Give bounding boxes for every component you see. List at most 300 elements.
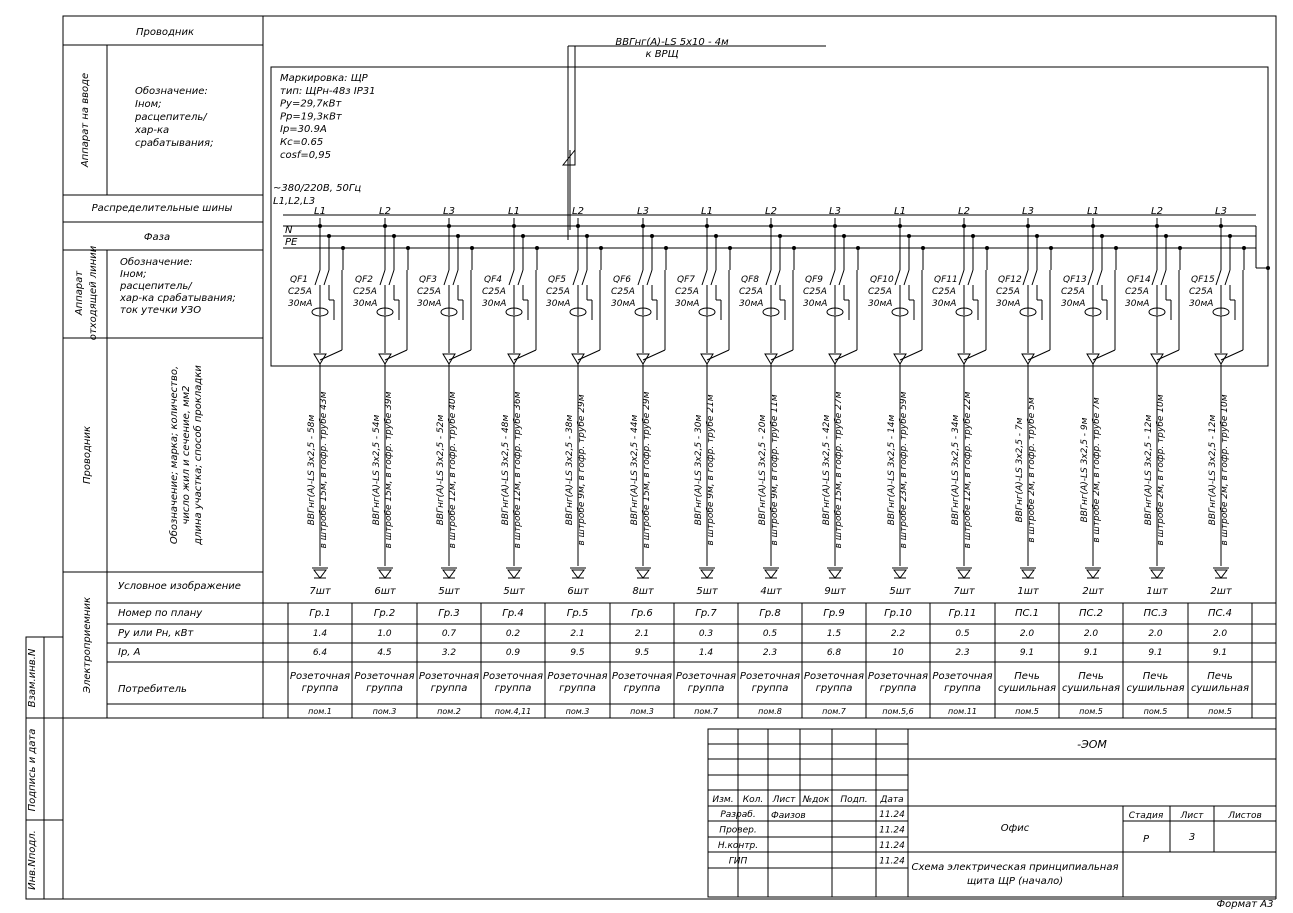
- cable-spec-label: ВВГнг(А)-LS 3х2,5 - 9м: [1080, 417, 1090, 523]
- cable-route-label: в штробе 9м, в гофр. трубе 21м: [706, 394, 716, 546]
- panel-spec-line: Маркировка: ЩР: [280, 73, 368, 84]
- cable-route-label: в штробе 9м, в гофр. трубе 11м: [770, 394, 780, 546]
- ru-label: Ру или Рн, кВт: [118, 628, 194, 639]
- cable-route-label: в штробе 15м, в гофр. трубе 29м: [642, 391, 652, 549]
- consumer-name: Розеточная: [675, 671, 737, 682]
- uslovnoe-label: Условное изображение: [118, 581, 241, 592]
- apparat-vvod-desc: срабатывания;: [135, 138, 214, 149]
- cable-spec-label: ВВГнг(А)-LS 3х2,5 - 30м: [694, 414, 704, 526]
- terminal-arrow: [314, 354, 326, 364]
- breaker-rating-label: C25A: [803, 287, 827, 297]
- phase-label: L3: [443, 206, 455, 217]
- consumer-name: группа: [366, 683, 403, 694]
- terminal-arrow: [958, 354, 970, 364]
- breaker-qf-label: QF15: [1191, 275, 1215, 285]
- breaker-rating-label: C25A: [482, 287, 506, 297]
- current-value: 10: [892, 648, 904, 658]
- bus-connect-dot: [769, 224, 773, 228]
- breaker-contact: [959, 270, 964, 285]
- breaker-rating-label: C25A: [868, 287, 892, 297]
- apparat-vvod-label: Аппарат на вводе: [80, 72, 91, 168]
- power-value: 2.1: [634, 629, 650, 639]
- power-value: 1.4: [312, 629, 328, 639]
- terminal-arrow: [443, 354, 455, 364]
- phase-label: L1: [701, 206, 713, 217]
- apparat-vvod-desc: Iном;: [135, 99, 162, 110]
- circuit-QF1: [314, 206, 326, 217]
- cable-route-label: в штробе 15м, в гофр. трубе 39м: [384, 391, 394, 549]
- bus-connect-dot: [470, 246, 474, 250]
- terminal-arrow: [1022, 354, 1034, 364]
- bus-connect-dot: [985, 246, 989, 250]
- faza-label: Фаза: [143, 232, 171, 243]
- circuit-QF11: [958, 206, 970, 217]
- format-label: Формат А3: [1216, 899, 1274, 910]
- tb-column-header: Дата: [880, 795, 904, 805]
- breaker-leak-label: 30мА: [353, 299, 378, 309]
- panel-spec-line: cosf=0,95: [280, 149, 331, 161]
- breaker-contact: [702, 270, 707, 285]
- room-label: пом.5: [1079, 707, 1103, 716]
- bus-connect-dot: [406, 246, 410, 250]
- bus-connect-dot: [641, 224, 645, 228]
- phase-label: L2: [1151, 206, 1163, 217]
- consumer-name: Печь: [1078, 671, 1104, 682]
- tb-stadiya-label: Стадия: [1128, 811, 1164, 821]
- consumer-name: группа: [430, 683, 468, 694]
- power-value: 1.0: [377, 629, 392, 639]
- consumer-name: Розеточная: [867, 671, 929, 682]
- bus-connect-dot: [856, 246, 860, 250]
- power-value: 2.0: [1019, 629, 1035, 639]
- group-number: Гр.7: [695, 608, 717, 619]
- breaker-rating-label: C25A: [288, 287, 312, 297]
- group-number: ПС.1: [1014, 608, 1040, 619]
- input-fuse-mark: [563, 150, 575, 165]
- cable-route-label: в штробе 2м, в гофр. трубе 5м: [1027, 397, 1037, 543]
- bus-connect-dot: [898, 224, 902, 228]
- bus-connect-dot: [650, 234, 654, 238]
- breaker-leak-label: 30мА: [868, 299, 893, 309]
- room-label: пом.1: [308, 707, 332, 716]
- breaker-qf-label: QF14: [1127, 275, 1151, 285]
- provodnik-desc: число жил и сечение, мм2: [181, 385, 192, 525]
- consumer-name: сушильная: [1126, 683, 1185, 694]
- socket-symbol: [958, 570, 970, 578]
- socket-symbol: [894, 570, 906, 578]
- bus-connect-dot: [728, 246, 732, 250]
- circuit-QF4: [508, 206, 520, 217]
- breaker-leak-label: 30мА: [1189, 299, 1214, 309]
- bus-connect-dot: [664, 246, 668, 250]
- breaker-contact: [711, 270, 716, 285]
- consumer-name: сушильная: [1061, 683, 1121, 694]
- bus-connect-dot: [778, 234, 782, 238]
- phase-label: L1: [1087, 206, 1099, 217]
- apparat-vvod-desc: расцепитель/: [135, 112, 207, 123]
- consumer-name: группа: [751, 683, 789, 694]
- sheet-title: Схема электрическая принципиальная: [911, 862, 1119, 873]
- socket-qty-label: 5шт: [696, 586, 718, 597]
- cable-spec-label: ВВГнг(А)-LS 3х2,5 - 48м: [501, 414, 511, 526]
- room-label: пом.5: [1015, 707, 1039, 716]
- tb-column-header: Изм.: [712, 795, 734, 805]
- bus-connect-dot: [447, 224, 451, 228]
- apparat-otkh-desc: Iном;: [120, 269, 147, 280]
- socket-qty-label: 6шт: [567, 586, 589, 597]
- panel-spec-line: тип: ЩРн-48з IP31: [280, 85, 376, 97]
- panel-spec-line: Iр=30.9А: [280, 124, 327, 136]
- breaker-qf-label: QF2: [355, 275, 373, 285]
- socket-qty-label: 9шт: [824, 586, 846, 597]
- phase-label: L1: [314, 206, 326, 217]
- breaker-rating-label: C25A: [675, 287, 699, 297]
- tb-role-label: Н.контр.: [717, 841, 759, 851]
- provodnik-top-label: Проводник: [136, 27, 194, 38]
- breaker-rating-label: C25A: [996, 287, 1020, 297]
- breaker-contact: [1225, 270, 1230, 285]
- bus-connect-dot: [341, 246, 345, 250]
- phase-label: L2: [765, 206, 777, 217]
- tb-list-value: 3: [1188, 832, 1196, 843]
- breaker-contact: [324, 270, 329, 285]
- cable-spec-label: ВВГнг(А)-LS 3х2,5 - 54м: [372, 414, 382, 526]
- socket-symbol: [765, 570, 777, 578]
- breaker-leak-label: 30мА: [546, 299, 571, 309]
- breaker-rating-label: C25A: [611, 287, 635, 297]
- room-label: пом.8: [758, 707, 782, 716]
- object-name: Офис: [1000, 823, 1030, 834]
- bus-connect-dot: [1100, 234, 1104, 238]
- breaker-contact: [453, 270, 458, 285]
- cable-route-label: в штробе 12м, в гофр. трубе 22м: [963, 391, 973, 549]
- power-value: 2.0: [1083, 629, 1099, 639]
- socket-qty-label: 2шт: [1082, 586, 1104, 597]
- bus-connect-dot: [383, 224, 387, 228]
- consumer-name: Печь: [1142, 671, 1169, 682]
- breaker-leak-label: 30мА: [611, 299, 636, 309]
- socket-symbol: [1022, 570, 1034, 578]
- breaker-qf-label: QF11: [934, 275, 958, 285]
- cable-spec-label: ВВГнг(А)-LS 3х2,5 - 44м: [630, 414, 640, 526]
- power-value: 1.5: [826, 629, 842, 639]
- room-label: пом.3: [372, 707, 397, 716]
- breaker-leak-label: 30мА: [482, 299, 507, 309]
- apparat-otkh-label: отходящей линии: [88, 245, 99, 341]
- power-value: 0.3: [698, 629, 714, 639]
- tb-date: 11.24: [879, 841, 905, 851]
- breaker-qf-label: QF12: [998, 275, 1022, 285]
- breaker-contact: [582, 270, 587, 285]
- current-value: 4.5: [377, 648, 392, 658]
- room-label: пом.11: [948, 707, 977, 716]
- room-label: пом.5: [1143, 707, 1168, 716]
- circuit-QF14: [1151, 206, 1163, 217]
- current-value: 9.1: [1212, 648, 1228, 658]
- breaker-rating-label: C25A: [1125, 287, 1149, 297]
- socket-symbol: [508, 570, 520, 578]
- phase-label: L2: [572, 206, 584, 217]
- power-value: 2.0: [1148, 629, 1163, 639]
- tb-date: 11.24: [879, 856, 905, 867]
- socket-qty-label: 7шт: [309, 586, 331, 597]
- bus-connect-dot: [833, 224, 837, 228]
- cable-spec-label: ВВГнг(А)-LS 3х2,5 - 34м: [951, 414, 961, 526]
- bus-connect-dot: [1155, 224, 1159, 228]
- phase-label: L1: [894, 206, 906, 217]
- socket-symbol: [572, 570, 584, 578]
- terminal-arrow: [508, 354, 520, 364]
- socket-symbol: [637, 570, 649, 578]
- consumer-name: группа: [494, 683, 532, 694]
- breaker-leak-label: 30мА: [417, 299, 442, 309]
- current-value: 9.1: [1019, 648, 1035, 658]
- terminal-arrow: [1151, 354, 1163, 364]
- group-number: Гр.10: [884, 608, 912, 619]
- panel-spec-line: Кс=0.65: [280, 137, 324, 148]
- room-label: пом.3: [565, 707, 590, 716]
- breaker-contact: [389, 270, 394, 285]
- room-label: пом.5: [1208, 707, 1232, 716]
- bus-connect-dot: [521, 234, 525, 238]
- breaker-contact: [1161, 270, 1166, 285]
- socket-qty-label: 5шт: [503, 586, 525, 597]
- phase-label: L1: [508, 206, 520, 217]
- consumer-name: сушильная: [997, 683, 1057, 694]
- bus-connect-dot: [599, 246, 603, 250]
- current-value: 9.5: [634, 648, 650, 658]
- breaker-contact: [1152, 270, 1157, 285]
- breaker-contact: [1032, 270, 1037, 285]
- group-number: Гр.1: [309, 608, 331, 619]
- phase-label: L2: [379, 206, 391, 217]
- socket-symbol: [1215, 570, 1227, 578]
- bus-connect-dot: [714, 234, 718, 238]
- panel-voltage-label: ~380/220В, 50Гц: [273, 183, 362, 194]
- breaker-contact: [895, 270, 900, 285]
- breaker-qf-label: QF10: [870, 275, 894, 285]
- socket-qty-label: 1шт: [1146, 586, 1168, 597]
- phase-label: L3: [1022, 206, 1034, 217]
- cable-spec-label: ВВГнг(А)-LS 3х2,5 - 58м: [307, 414, 317, 526]
- terminal-arrow: [1087, 354, 1099, 364]
- consumer-name: группа: [944, 683, 981, 694]
- cable-route-label: в штробе 2м, в гофр. трубе 10м: [1156, 394, 1166, 546]
- group-number: Гр.6: [631, 608, 653, 619]
- consumer-name: Печь: [1014, 671, 1040, 682]
- breaker-leak-label: 30мА: [1125, 299, 1150, 309]
- consumer-name: Розеточная: [289, 671, 351, 682]
- bus-connect-dot: [456, 234, 460, 238]
- circuit-QF7: [701, 206, 713, 217]
- bus-connect-dot: [1228, 234, 1232, 238]
- bus-connect-dot: [1091, 224, 1095, 228]
- consumer-name: Печь: [1207, 671, 1233, 682]
- circuit-QF5: [572, 206, 584, 217]
- current-value: 9.1: [1083, 648, 1099, 658]
- tb-column-header: №док: [802, 795, 830, 805]
- room-label: пом.7: [694, 707, 718, 716]
- document-code: -ЭОМ: [1077, 738, 1107, 751]
- consumer-name: Розеточная: [803, 671, 865, 682]
- socket-qty-label: 1шт: [1017, 586, 1039, 597]
- bus-connect-dot: [921, 246, 925, 250]
- group-number: Гр.4: [502, 608, 524, 619]
- bus-connect-dot: [842, 234, 846, 238]
- breaker-contact: [638, 270, 643, 285]
- apparat-otkh-desc: Обозначение:: [120, 257, 193, 268]
- breaker-contact: [1216, 270, 1221, 285]
- breaker-contact: [830, 270, 835, 285]
- breaker-contact: [968, 270, 973, 285]
- cable-spec-label: ВВГнг(А)-LS 3х2,5 - 20м: [758, 414, 768, 526]
- terminal-arrow: [765, 354, 777, 364]
- provodnik-desc: длина участка; способ прокладки: [193, 365, 204, 545]
- power-value: 0.5: [762, 629, 778, 639]
- breaker-contact: [444, 270, 449, 285]
- circuit-QF13: [1087, 206, 1099, 217]
- cable-route-label: в штробе 2м, в гофр. трубе 7м: [1092, 397, 1102, 543]
- tb-date: 11.24: [879, 825, 905, 836]
- cable-route-label: в штробе 12м, в гофр. трубе 36м: [513, 391, 523, 549]
- group-number: Гр.11: [948, 608, 977, 619]
- bus-end-dot: [1266, 266, 1270, 270]
- cable-spec-label: ВВГнг(А)-LS 3х2,5 - 7м: [1015, 417, 1025, 523]
- breaker-rating-label: C25A: [546, 287, 570, 297]
- bus-connect-dot: [512, 224, 516, 228]
- breaker-leak-label: 30мА: [1061, 299, 1086, 309]
- circuit-QF2: [379, 206, 391, 217]
- socket-symbol: [379, 570, 391, 578]
- breaker-rating-label: C25A: [1189, 287, 1213, 297]
- group-number: Гр.2: [373, 608, 396, 619]
- tb-role-label: ГИП: [728, 856, 748, 867]
- socket-symbol: [701, 570, 713, 578]
- room-label: пом.4,11: [494, 707, 532, 716]
- consumer-name: группа: [879, 683, 917, 694]
- circuit-QF8: [765, 206, 777, 217]
- socket-qty-label: 7шт: [953, 586, 975, 597]
- breaker-leak-label: 30мА: [932, 299, 957, 309]
- breaker-qf-label: QF9: [805, 275, 823, 285]
- consumer-name: группа: [559, 683, 596, 694]
- phase-label: L2: [958, 206, 970, 217]
- phase-label: L3: [1215, 206, 1227, 217]
- circuit-QF15: [1215, 206, 1227, 217]
- bus-connect-dot: [576, 224, 580, 228]
- sheet-title: щита ЩР (начало): [966, 876, 1064, 887]
- bus-connect-dot: [318, 224, 322, 228]
- provodnik-desc: Обозначение; марка; количество,: [169, 365, 180, 545]
- breaker-contact: [573, 270, 578, 285]
- breaker-contact: [904, 270, 909, 285]
- phase-label: L3: [829, 206, 841, 217]
- tb-column-header: Подп.: [840, 795, 868, 805]
- bus-connect-dot: [392, 234, 396, 238]
- breaker-contact: [1088, 270, 1093, 285]
- consumer-name: Розеточная: [418, 671, 480, 682]
- power-value: 2.2: [890, 629, 906, 639]
- breaker-qf-label: QF5: [548, 275, 566, 285]
- current-value: 1.4: [698, 648, 714, 658]
- consumer-name: Розеточная: [354, 671, 415, 682]
- breaker-rating-label: C25A: [1061, 287, 1085, 297]
- terminal-arrow: [829, 354, 841, 364]
- socket-qty-label: 6шт: [374, 586, 396, 597]
- breaker-rating-label: C25A: [353, 287, 377, 297]
- consumer-name: Розеточная: [611, 671, 673, 682]
- consumer-name: группа: [687, 683, 725, 694]
- room-label: пом.7: [822, 707, 846, 716]
- breaker-leak-label: 30мА: [739, 299, 764, 309]
- breaker-qf-label: QF4: [484, 275, 502, 285]
- tb-author: Фаизов: [771, 811, 806, 821]
- tb-role-label: Разраб.: [720, 810, 756, 820]
- bus-connect-dot: [1178, 246, 1182, 250]
- cable-route-label: в штробе 12м, в гофр. трубе 40м: [448, 391, 458, 549]
- group-number: ПС.2: [1078, 608, 1104, 619]
- bus-connect-dot: [585, 234, 589, 238]
- bus-connect-dot: [535, 246, 539, 250]
- terminal-arrow: [379, 354, 391, 364]
- breaker-qf-label: QF6: [613, 275, 631, 285]
- ir-label: Iр, А: [118, 647, 141, 658]
- elektropriemnik-label: Электроприемник: [82, 596, 93, 694]
- breaker-qf-label: QF3: [419, 275, 437, 285]
- breaker-contact: [775, 270, 780, 285]
- bus-connect-dot: [1219, 224, 1223, 228]
- terminal-arrow: [894, 354, 906, 364]
- consumer-name: группа: [623, 683, 661, 694]
- bus-connect-dot: [907, 234, 911, 238]
- socket-symbol: [829, 570, 841, 578]
- breaker-contact: [1023, 270, 1028, 285]
- tb-list-label: Лист: [1180, 811, 1204, 821]
- bus-connect-dot: [962, 224, 966, 228]
- socket-qty-label: 5шт: [438, 586, 460, 597]
- cable-spec-label: ВВГнг(А)-LS 3х2,5 - 52м: [436, 414, 446, 526]
- current-value: 9.1: [1148, 648, 1163, 658]
- group-number: Гр.9: [823, 608, 845, 619]
- breaker-contact: [518, 270, 523, 285]
- bus-connect-dot: [1164, 234, 1168, 238]
- apparat-otkh-label: Аппарат: [74, 270, 85, 316]
- breaker-contact: [509, 270, 514, 285]
- circuit-QF9: [829, 206, 841, 217]
- power-value: 0.5: [955, 629, 970, 639]
- breaker-leak-label: 30мА: [996, 299, 1021, 309]
- breaker-qf-label: QF7: [677, 275, 695, 285]
- consumer-name: группа: [815, 683, 853, 694]
- breaker-leak-label: 30мА: [803, 299, 828, 309]
- terminal-arrow: [572, 354, 584, 364]
- breaker-contact: [1097, 270, 1102, 285]
- breaker-rating-label: C25A: [739, 287, 763, 297]
- tb-date: 11.24: [879, 810, 905, 820]
- breaker-contact: [766, 270, 771, 285]
- group-number: Гр.3: [438, 608, 460, 619]
- bus-connect-dot: [327, 234, 331, 238]
- group-number: ПС.3: [1143, 608, 1168, 619]
- consumer-name: сушильная: [1190, 683, 1250, 694]
- cable-route-label: в штробе 15м, в гофр. трубе 27м: [834, 391, 844, 549]
- breaker-qf-label: QF1: [290, 275, 308, 285]
- circuit-QF6: [637, 206, 649, 217]
- circuit-QF3: [443, 206, 455, 217]
- cable-route-label: в штробе 2м, в гофр. трубе 10м: [1220, 394, 1230, 546]
- current-value: 2.3: [955, 648, 970, 658]
- current-value: 3.2: [441, 648, 457, 658]
